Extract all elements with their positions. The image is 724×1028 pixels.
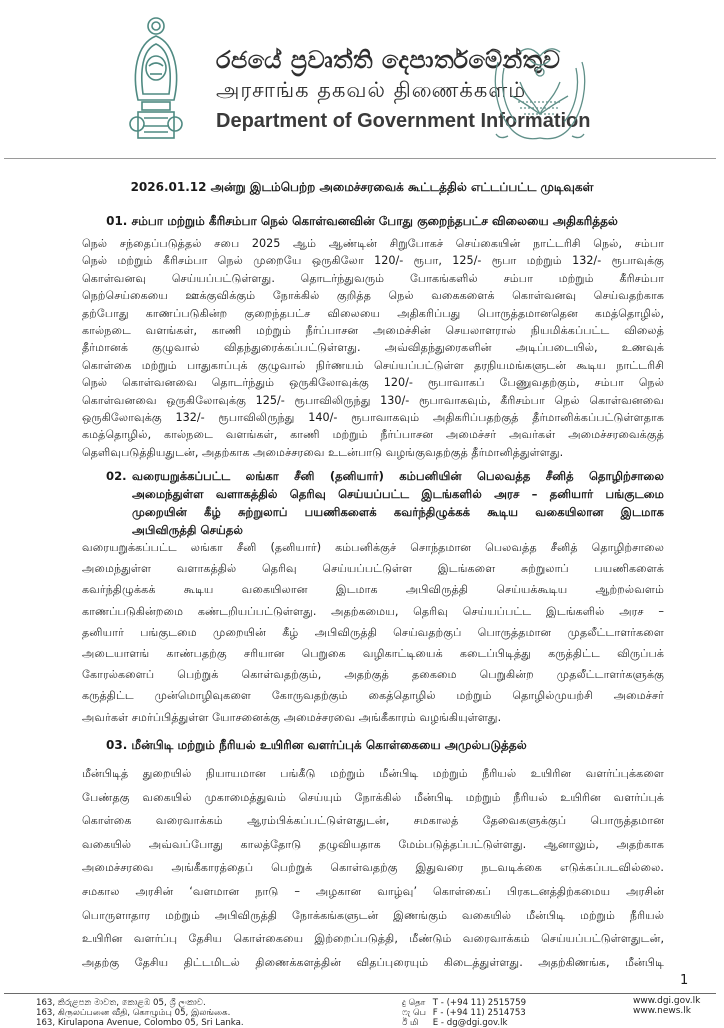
section-01-heading: 01. சம்பா மற்றும் கீரிசம்பா நெல் கொள்வனவின் போது குறைந்தபட்ச விலையை அதிகரித்தல் (106, 214, 618, 228)
contact-fax: ෆැ பெ F - (+94 11) 2514753 (402, 1008, 526, 1018)
footer-websites (633, 996, 700, 1016)
address-sinhala: 163, කිරුළපන මාවත, කොළඹ 05, ශ්‍රී ලංකාව. (36, 998, 206, 1008)
section-02-number: 02. (106, 469, 127, 483)
body-line: அமைந்துள்ள வளாகத்தில் தெரிவு செய்யப்பட்டுள்ள இடங்களை சுற்றுலாப் பயணிகளைக் (82, 562, 664, 575)
fax-label: ෆැ பெ (402, 1008, 427, 1018)
body-line: அவர்கள் சமர்ப்பித்துள்ள யோசனைக்கு அமைச்சரவை அங்கீகாரம் வழங்கியுள்ளது. (82, 711, 502, 724)
body-line: வகையில் அவ்வப்போது காலத்தோடு தழுவியதாக மேம்படுத்தப்பட்டுள்ளது. ஆனாலும், அதற்காக (82, 838, 664, 851)
contact-telephone: දු தொ T - (+94 11) 2515759 (402, 998, 527, 1008)
body-line: ஒருகிலோவுக்கு 132/- ரூபாவிலிருந்து 140/- ரூபாவாகவும் அதிகரிப்பதற்குத் தீர்மானிக்கப்பட்டுள்ளதாக (82, 411, 664, 424)
body-line: நெல் சந்தைப்படுத்தல் சபை 2025 ஆம் ஆண்டின் சிறுபோகச் செய்கையின் நாட்டரிசி நெல், சம்பா (82, 237, 664, 250)
body-line: அமைச்சரவை அங்கீகாரத்தைப் பெற்றுக் கொள்வதற்கு இதுவரை நடவடிக்கை எடுக்கப்படவில்லை. (82, 861, 664, 874)
fax-key: F (432, 1008, 438, 1018)
footer-divider (4, 993, 716, 994)
page-number: 1 (680, 973, 689, 988)
body-line: கவர்ந்திழுக்கக் கூடிய வகையிலான இடமாக அபிவிருத்தி செய்யக்கூடிய ஆற்றல்வளம் (82, 583, 664, 596)
section-02-heading-line: முறையின் கீழ் சுற்றுலாப் பயணிகளைக் கவர்ந்திழுக்கக் கூடிய வகையிலான இடமாக (132, 505, 664, 519)
body-line: காணப்படுகின்றமை கண்டறியப்பட்டுள்ளது. அதற்கமைய, தெரிவு செய்யப்பட்ட இடங்களில் அரச – (82, 605, 664, 618)
header-divider (4, 158, 716, 159)
org-name-sinhala: රජයේ ප්‍රවෘත්ති දෙපාර්තමේන්තුව (216, 46, 561, 74)
body-line: வரையறுக்கப்பட்ட லங்கா சீனி (தனியார்) கம்பனிக்குச் சொந்தமான பெலவத்த சீனித் தொழிற்சாலை (82, 541, 664, 554)
fax-value: (+94 11) 2514753 (446, 1008, 526, 1018)
org-name-tamil: அரசாங்க தகவல் திணைக்களம் (216, 78, 527, 102)
body-line: கருத்திட்ட முன்மொழிவுகளை கோருவதற்கும் கைத்தொழில் மற்றும் தொழில்முயற்சி அமைச்சர் (82, 689, 664, 702)
telephone-value[interactable]: (+94 11) 2515759 (446, 998, 527, 1008)
body-line: கோரல்களைப் பெற்றுக் கொள்வதற்கும், அதற்குத் தகைமை பெறுகின்ற முதலீட்டாளர்களுக்கு (82, 668, 664, 681)
body-line: மீன்பிடித் துறையில் நியாயமான பங்கீடு மற்றும் மீன்பிடி மற்றும் நீரியல் உயிரின வளர்ப்புக்களை (82, 767, 664, 780)
section-02-heading-line: வரையறுக்கப்பட்ட லங்கா சீனி (தனியார்) கம்பனியின் பெலவத்த சீனித் தொழிற்சாலை (132, 469, 664, 483)
address-tamil: 163, கிருலப்பனை வீதி, கொழும்பு 05, இலங்கை. (36, 1008, 231, 1018)
website-link-news[interactable]: www.news.lk (633, 1006, 691, 1016)
section-02-heading (106, 466, 664, 548)
body-line: தற்போது காணப்படுகின்ற குறைந்தபட்ச விலையை அதிகரிப்பது பொருத்தமானதென கமத்தொழில், (82, 307, 664, 320)
body-line: கொள்வனவை ஒருகிலோவுக்கு 125/- ரூபாவிலிருந்து 130/- ரூபாவாகவும், கீரிசம்பா நெல் கொள்வனவை (82, 394, 664, 407)
body-line: தெளிவுபடுத்தியதுடன், அதற்காக அமைச்சரவை உடன்பாடு வழங்குவதற்குத் தீர்மானித்துள்ளது. (82, 446, 564, 459)
section-02-heading-line: அமைந்துள்ள வளாகத்தில் தெரிவு செய்யப்பட்ட இடங்களில் அரச – தனியார் பங்குடமை (132, 487, 664, 501)
body-line: சமகால அரசின் ‘வளமான நாடு – அழகான வாழ்வு’ கொள்கைப் பிரகடனத்திற்கமைய அரசின் (82, 885, 664, 898)
email-key: E (432, 1018, 439, 1028)
body-line: உயிரின வளர்ப்பு தேசிய கொள்கையை இற்றைப்படுத்தி, மீண்டும் வரைவாக்கம் செய்யப்பட்டுள்ளதுடன், (82, 932, 664, 945)
website-link-dgi[interactable]: www.dgi.gov.lk (633, 996, 701, 1006)
body-line: தனியார் பங்குடமை முறையின் கீழ் அபிவிருத்தி செய்வதற்குப் பொருத்தமான முதலீட்டாளர்களை (82, 626, 664, 639)
section-02-heading-line: அபிவிருத்தி செய்தல் (132, 523, 244, 537)
email-link[interactable]: dg@dgi.gov.lk (446, 1018, 508, 1028)
body-line: நெல் கொள்வனவை தொடர்ந்தும் ஒருகிலோவுக்கு 120/- ரூபாவாகப் பேணுவதற்கும், சம்பா நெல் (82, 376, 664, 389)
body-line: கொள்கை வரைவாக்கம் ஆரம்பிக்கப்பட்டுள்ளதுடன், சமகாலத் தேவைகளுக்குப் பொருத்தமான (82, 814, 664, 827)
section-03-heading: 03. மீன்பிடி மற்றும் நீரியல் உயிரின வளர்ப்புக் கொள்கையை அமுல்படுத்தல் (106, 738, 527, 752)
contact-email: ඊ மி E - dg@dgi.gov.lk (402, 1018, 508, 1028)
department-logo (490, 42, 590, 146)
telephone-label: දු தொ (402, 998, 426, 1008)
body-line: கமத்தொழில், கால்நடை வளங்கள், காணி மற்றும் நீர்ப்பாசன அமைச்சர் அவர்கள் அமைச்சரவைக்குத் (82, 428, 664, 441)
national-emblem-logo (128, 14, 184, 146)
org-name-english: Department of Government Information (216, 110, 591, 132)
body-line: அதற்கு தேசிய திட்டமிடல் திணைக்களத்தின் விதப்புரையும் கிடைத்துள்ளது. அதற்கிணங்க, மீன்பிடி (82, 956, 664, 969)
body-line: தீர்மானக் குழுவால் விதந்துரைக்கப்பட்டுள்ளது. அவ்விதந்துரைகளின் அடிப்படையில், உணவுக் (82, 341, 664, 354)
document-title: 2026.01.12 அன்று இடம்பெற்ற அமைச்சரவைக் கூட்டத்தில் எட்டப்பட்ட முடிவுகள் (130, 180, 594, 194)
address-english: 163, Kirulapona Avenue, Colombo 05, Sri Lanka. (36, 1018, 244, 1028)
body-line: கால்நடை வளங்கள், காணி மற்றும் நீர்ப்பாசன அமைச்சின் செயலாளரால் நியமிக்கப்பட்ட விலைத் (82, 324, 664, 337)
body-line: பொருளாதார மற்றும் அபிவிருத்தி நோக்கங்களுடன் இணங்கும் வகையில் மீன்பிடி மற்றும் நீரியல் (82, 909, 664, 922)
body-line: நெல் மற்றும் கீரிசம்பா நெல் முறையே ஒருகிலோ 120/- ரூபா, 125/- ரூபா மற்றும் 132/- ரூபாவுக்கு (82, 254, 664, 267)
body-line: கொள்கை மற்றும் பாதுகாப்புக் குழுவால் நிர்ணயம் செய்யப்பட்டுள்ள தரநியமங்களுடன் கூடிய நாட்டரிசி (82, 359, 664, 372)
email-label: ඊ மி (402, 1018, 419, 1028)
telephone-key: T (432, 998, 438, 1008)
body-line: நெற்செய்கையை ஊக்குவிக்கும் நோக்கில் குறித்த நெல் வகைகளைக் கொள்வனவு செய்வதற்காக (82, 289, 664, 302)
body-line: அடையாளங் காண்பதற்கு சரியான பெறுகை வழிகாட்டியைக் கடைப்பிடித்து கருத்திட்ட விருப்பக் (82, 647, 664, 660)
body-line: கொள்வனவு செய்யப்பட்டுள்ளது. தொடர்ந்துவரும் போகங்களில் சம்பா மற்றும் கீரிசம்பா (82, 272, 664, 285)
body-line: பேண்தகு வகையில் முகாமைத்துவம் செய்யும் நோக்கில் மீன்பிடி மற்றும் நீரியல் உயிரின வளர்ப்புக் (82, 791, 664, 804)
